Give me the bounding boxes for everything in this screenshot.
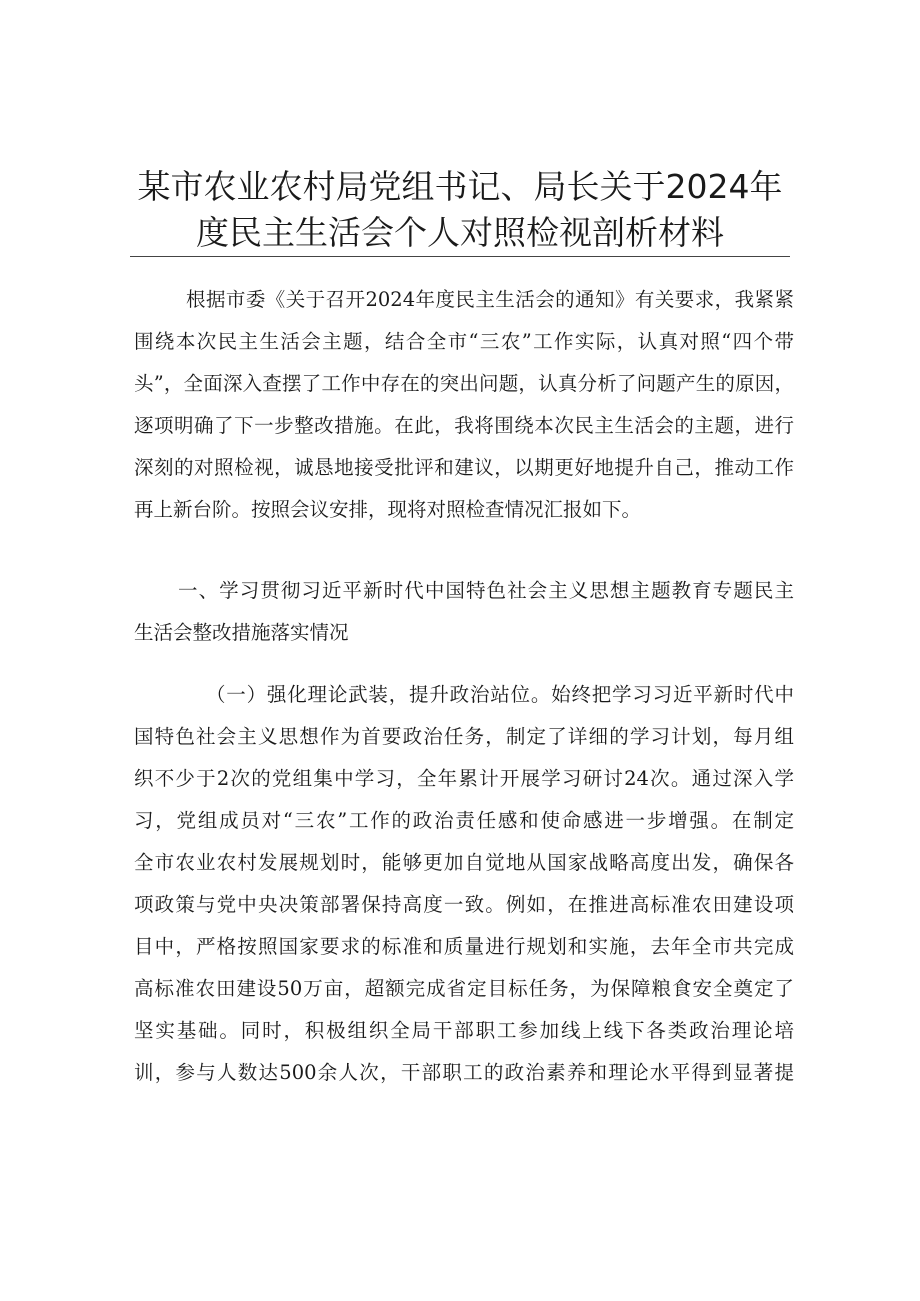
paragraph-line: 坚实基础。同时，积极组织全局干部职工参加线上线下各类政治理论培	[134, 1019, 794, 1042]
paragraph-line: 头”，全面深入查摆了工作中存在的突出问题，认真分析了问题产生的原因，	[134, 372, 794, 395]
paragraph-line: 习，党组成员对“三农”工作的政治责任感和使命感进一步增强。在制定	[134, 809, 794, 832]
paragraph-line: 围绕本次民主生活会主题，结合全市“三农”工作实际，认真对照“四个带	[134, 330, 794, 353]
paragraph-line: 训，参与人数达500余人次，干部职工的政治素养和理论水平得到显著提	[134, 1061, 794, 1084]
paragraph-line: 全市农业农村发展规划时，能够更加自觉地从国家战略高度出发，确保各	[134, 851, 794, 874]
paragraph-line: （一）强化理论武装，提升政治站位。始终把学习习近平新时代中	[206, 683, 794, 706]
document-title-line-1: 某市农业农村局党组书记、局长关于2024年	[137, 167, 783, 206]
paragraph-line: 再上新台阶。按照会议安排，现将对照检查情况汇报如下。	[134, 498, 642, 521]
section-heading-line: 生活会整改措施落实情况	[134, 621, 349, 644]
section-heading-1	[134, 570, 794, 654]
paragraph-line: 项政策与党中央决策部署保持高度一致。例如，在推进高标准农田建设项	[134, 893, 794, 916]
title-underline	[130, 256, 790, 257]
section-heading-line: 一、学习贯彻习近平新时代中国特色社会主义思想主题教育专题民主	[178, 579, 794, 602]
paragraph-line: 逐项明确了下一步整改措施。在此，我将围绕本次民主生活会的主题，进行	[134, 414, 794, 437]
paragraph-line: 国特色社会主义思想作为首要政治任务，制定了详细的学习计划，每月组	[134, 725, 794, 748]
paragraph-section-1-1	[134, 674, 794, 1094]
document-title-line-2: 度民主生活会个人对照检视剖析材料	[196, 213, 724, 252]
paragraph-line: 高标准农田建设50万亩，超额完成省定目标任务，为保障粮食安全奠定了	[134, 977, 794, 1000]
paragraph-line: 深刻的对照检视，诚恳地接受批评和建议，以期更好地提升自己，推动工作	[134, 456, 794, 479]
paragraph-line: 目中，严格按照国家要求的标准和质量进行规划和实施，去年全市共完成	[134, 935, 794, 958]
paragraph-line: 根据市委《关于召开2024年度民主生活会的通知》有关要求，我紧紧	[186, 288, 794, 311]
paragraph-intro	[134, 279, 794, 531]
paragraph-line: 织不少于2次的党组集中学习，全年累计开展学习研讨24次。通过深入学	[134, 767, 794, 790]
